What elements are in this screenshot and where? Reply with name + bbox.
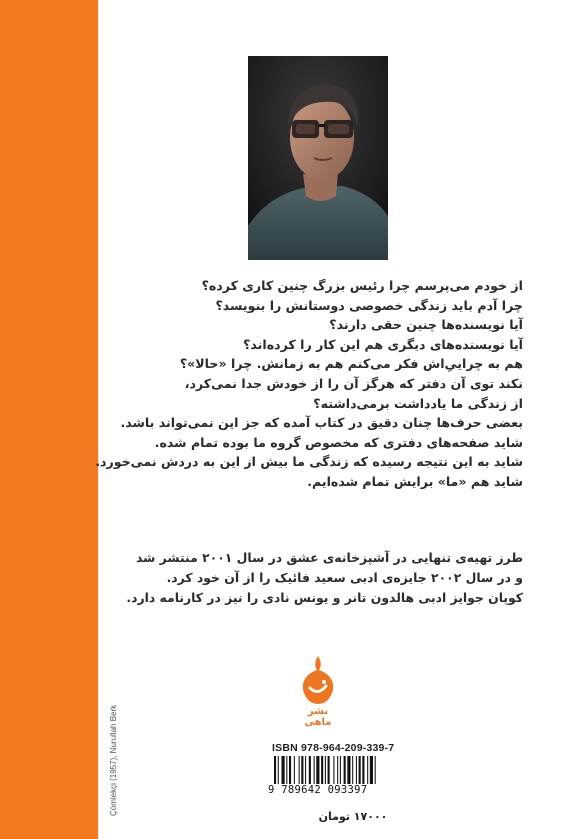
book-spine [0,0,98,839]
publisher-name: نشر ماهی [304,706,332,728]
blurb-line: شاید به این نتیجه رسیده که زندگی ما بیش از این به دردش نمی‌خورد. [95,454,523,470]
author-bio-paragraph [113,548,523,608]
price-label: ۱۷۰۰۰ تومان [318,810,388,823]
blurb-paragraph-1 [95,276,523,492]
barcode-digits: 9 789642 093397 [266,784,428,796]
blurb-line: هم به چراییِ‌اش فکر می‌کنم هم به زمانش. چرا «حالا»؟ [179,356,523,372]
cover-art-credit [108,636,120,816]
bio-line: کوپان جوایز ادبی هالدون تانر و یونس نادی را نیز در کارنامه دارد. [126,590,523,605]
bio-line: و در سال ۲۰۰۲ جایزه‌ی ادبی سعید فائیک را از آن خود کرد. [166,570,523,585]
author-photo [248,56,388,260]
blurb-line: آیا نویسنده‌های دیگری هم این کار را کرده‌اند؟ [243,336,523,352]
cover-art-credit-text: Çömlekçi (1957), Nurullah Berk [109,704,118,816]
blurb-line: نکند توی آن دفتر که هرگز آن را از خودش جدا نمی‌کرد، [184,375,523,391]
blurb-line: شاید صفحه‌های دفتری که مخصوص گروه ما بوده تمام شده. [154,434,523,450]
blurb-line: شاید هم «ما» برایش تمام شده‌ایم. [307,473,523,489]
blurb-line: چرا آدم باید زندگی خصوصی دوستانش را بنویسد؟ [215,297,523,313]
spine-divider [98,0,99,839]
blurb-line: از زندگی ما یادداشت برمی‌داشته؟ [313,395,523,411]
author-portrait-image [248,56,388,260]
blurb-line: از خودم می‌پرسم چرا رئیس بزرگ چنین کاری کرده؟ [201,278,523,293]
blurb-line: آیا نویسنده‌ها چنین حقی دارند؟ [329,317,523,333]
blurb-line: بعضی حرف‌ها چنان دقیق در کتاب آمده که جز این نمی‌تواند باشد. [120,415,523,431]
bio-line: طرز تهیه‌ی تنهایی در آشپزخانه‌ی عشق در سال ۲۰۰۱ منتشر شد [136,550,523,565]
isbn-number: ISBN 978-964-209-339-7 [272,742,395,754]
